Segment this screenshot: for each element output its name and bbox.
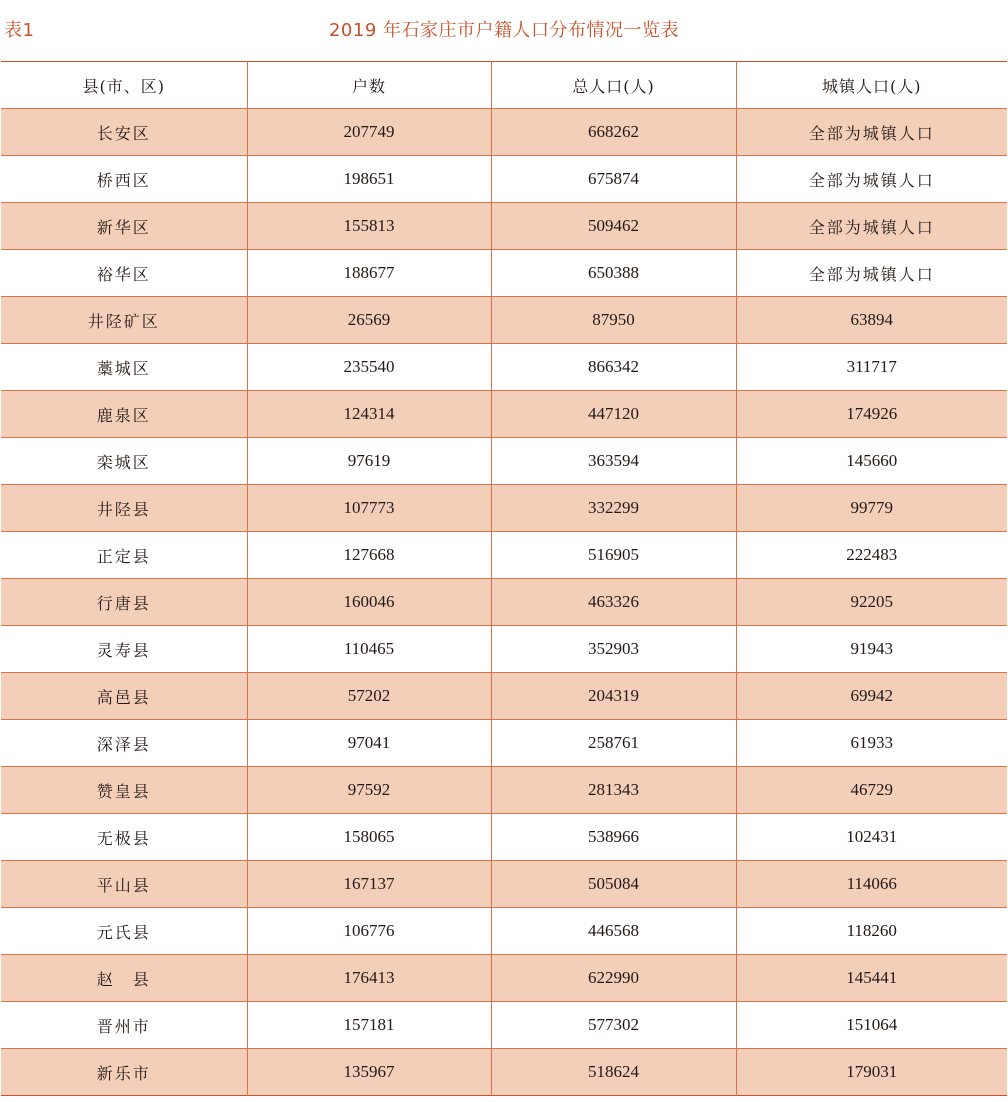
table-row	[1, 109, 1007, 156]
table-title: 2019 年石家庄市户籍人口分布情况一览表	[328, 20, 680, 41]
total-population-cell: 668262	[491, 109, 736, 156]
total-population-cell: 332299	[491, 485, 736, 532]
urban-population-cell: 63894	[736, 297, 1007, 344]
table-row	[1, 532, 1007, 579]
urban-population-cell: 118260	[736, 908, 1007, 955]
total-population-cell: 509462	[491, 203, 736, 250]
total-population-cell: 87950	[491, 297, 736, 344]
table-row	[1, 297, 1007, 344]
total-population-cell: 447120	[491, 391, 736, 438]
column-header-urban-population: 城镇人口(人)	[736, 62, 1007, 109]
population-table	[1, 61, 1007, 1096]
households-cell: 124314	[247, 391, 491, 438]
urban-population-cell: 174926	[736, 391, 1007, 438]
county-name-cell: 晋州市	[1, 1002, 247, 1049]
total-population-cell: 281343	[491, 767, 736, 814]
table-row	[1, 767, 1007, 814]
county-name-cell: 元氏县	[1, 908, 247, 955]
households-cell: 188677	[247, 250, 491, 297]
table-row	[1, 955, 1007, 1002]
households-cell: 26569	[247, 297, 491, 344]
urban-population-cell: 179031	[736, 1049, 1007, 1096]
county-name-cell: 井陉矿区	[1, 297, 247, 344]
urban-population-cell: 311717	[736, 344, 1007, 391]
table-body	[1, 109, 1007, 1096]
total-population-cell: 622990	[491, 955, 736, 1002]
table-row	[1, 720, 1007, 767]
households-cell: 97041	[247, 720, 491, 767]
urban-population-cell: 114066	[736, 861, 1007, 908]
county-name-cell: 长安区	[1, 109, 247, 156]
table-row	[1, 391, 1007, 438]
county-name-cell: 正定县	[1, 532, 247, 579]
total-population-cell: 204319	[491, 673, 736, 720]
county-name-cell: 藁城区	[1, 344, 247, 391]
county-name-cell: 鹿泉区	[1, 391, 247, 438]
column-header-households: 户数	[247, 62, 491, 109]
total-population-cell: 505084	[491, 861, 736, 908]
county-name-cell: 赞皇县	[1, 767, 247, 814]
households-cell: 57202	[247, 673, 491, 720]
table-row	[1, 344, 1007, 391]
table-row	[1, 156, 1007, 203]
table-row	[1, 814, 1007, 861]
total-population-cell: 363594	[491, 438, 736, 485]
households-cell: 107773	[247, 485, 491, 532]
county-name-cell: 高邑县	[1, 673, 247, 720]
column-header-county: 县(市、区)	[82, 76, 165, 96]
county-name-cell: 行唐县	[1, 579, 247, 626]
households-cell: 235540	[247, 344, 491, 391]
urban-population-cell: 46729	[736, 767, 1007, 814]
county-name-cell: 深泽县	[1, 720, 247, 767]
households-cell: 155813	[247, 203, 491, 250]
county-name-cell: 栾城区	[1, 438, 247, 485]
households-cell: 106776	[247, 908, 491, 955]
table-row	[1, 1049, 1007, 1096]
total-population-cell: 866342	[491, 344, 736, 391]
households-cell: 157181	[247, 1002, 491, 1049]
county-name-cell: 灵寿县	[1, 626, 247, 673]
total-population-cell: 446568	[491, 908, 736, 955]
total-population-cell: 518624	[491, 1049, 736, 1096]
households-cell: 97592	[247, 767, 491, 814]
county-name-cell: 赵 县	[1, 955, 247, 1002]
urban-population-cell: 222483	[736, 532, 1007, 579]
households-cell: 160046	[247, 579, 491, 626]
households-cell: 167137	[247, 861, 491, 908]
households-cell: 158065	[247, 814, 491, 861]
county-name-cell: 井陉县	[1, 485, 247, 532]
households-cell: 110465	[247, 626, 491, 673]
households-cell: 207749	[247, 109, 491, 156]
county-name-cell: 新华区	[1, 203, 247, 250]
households-cell: 198651	[247, 156, 491, 203]
table-row	[1, 626, 1007, 673]
table-row	[1, 438, 1007, 485]
table-row	[1, 485, 1007, 532]
households-cell: 127668	[247, 532, 491, 579]
table-row	[1, 861, 1007, 908]
table-row	[1, 1002, 1007, 1049]
urban-population-cell: 151064	[736, 1002, 1007, 1049]
total-population-cell: 516905	[491, 532, 736, 579]
urban-population-cell: 99779	[736, 485, 1007, 532]
county-name-cell: 平山县	[1, 861, 247, 908]
urban-population-cell: 92205	[736, 579, 1007, 626]
urban-population-cell: 145660	[736, 438, 1007, 485]
households-cell: 135967	[247, 1049, 491, 1096]
total-population-cell: 463326	[491, 579, 736, 626]
urban-population-cell: 全部为城镇人口	[736, 250, 1007, 297]
table-row	[1, 250, 1007, 297]
urban-population-cell: 69942	[736, 673, 1007, 720]
urban-population-cell: 61933	[736, 720, 1007, 767]
total-population-cell: 675874	[491, 156, 736, 203]
total-population-cell: 352903	[491, 626, 736, 673]
table-row	[1, 203, 1007, 250]
households-cell: 176413	[247, 955, 491, 1002]
county-name-cell: 新乐市	[1, 1049, 247, 1096]
county-name-cell: 桥西区	[1, 156, 247, 203]
urban-population-cell: 145441	[736, 955, 1007, 1002]
table-row	[1, 908, 1007, 955]
total-population-cell: 577302	[491, 1002, 736, 1049]
header-row	[1, 62, 1007, 109]
table-row	[1, 579, 1007, 626]
urban-population-cell: 91943	[736, 626, 1007, 673]
urban-population-cell: 102431	[736, 814, 1007, 861]
county-name-cell: 无极县	[1, 814, 247, 861]
total-population-cell: 538966	[491, 814, 736, 861]
county-name-cell: 裕华区	[1, 250, 247, 297]
households-cell: 97619	[247, 438, 491, 485]
table-row	[1, 673, 1007, 720]
total-population-cell: 258761	[491, 720, 736, 767]
urban-population-cell: 全部为城镇人口	[736, 203, 1007, 250]
urban-population-cell: 全部为城镇人口	[736, 156, 1007, 203]
table-label: 表1	[4, 20, 35, 41]
column-header-total-population: 总人口(人)	[491, 62, 736, 109]
urban-population-cell: 全部为城镇人口	[736, 109, 1007, 156]
total-population-cell: 650388	[491, 250, 736, 297]
